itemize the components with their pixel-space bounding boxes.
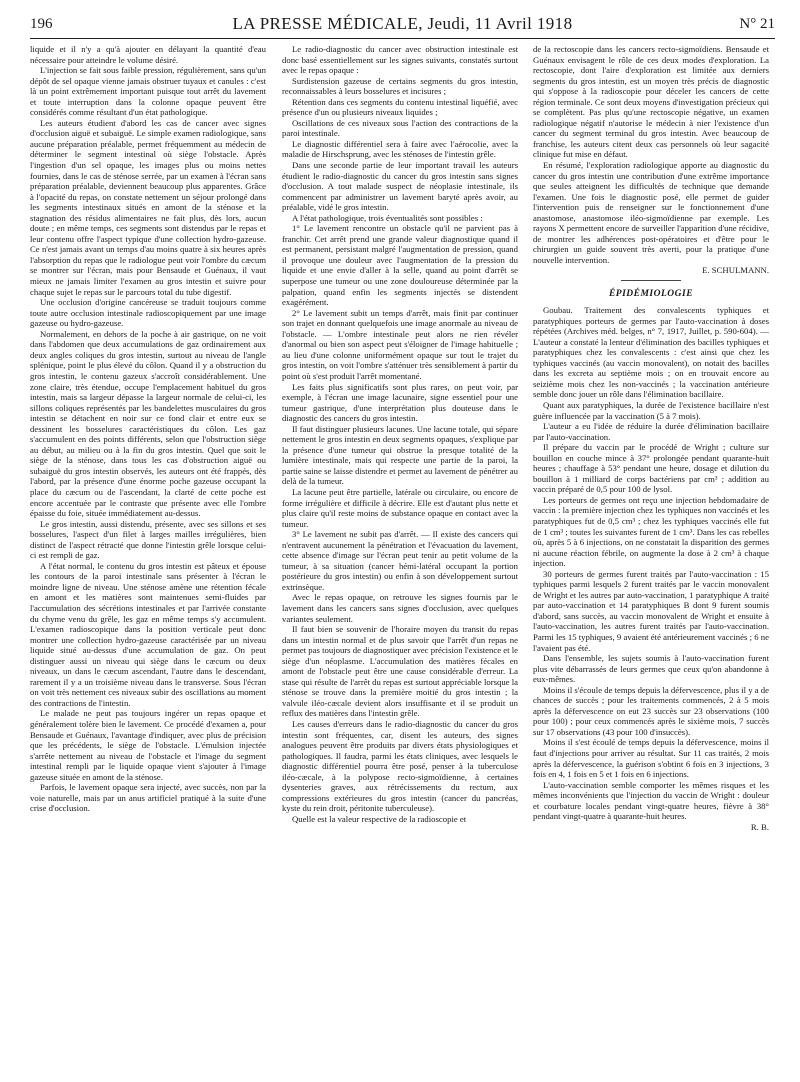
paragraph: Oscillations de ces niveaux sous l'action des contractions de la paroi intestinale. — [282, 117, 518, 139]
paragraph: A l'état normal, le contenu du gros intestin est pâteux et épouse les contours de la paroi intestinale sans présenter à l'écran le moindre ligne de niveau. Une sténose amène une rétention fécale en amont et les matières sont maintenues semi-fluides par l'accumulation des sécrétions intestinales et par l'arrivée constante du chyme venu du grêle, les gaz en même temps s'y accumulent. L'examen radioscopique dans la position verticale peut donc montrer une collection hydro-gazeuse caractérisée par un niveau liquide situé au-dessus d'une accumulation de gaz. On peut distinguer aussi un niveau qui siège dans le cæcum ou deux niveaux, un dans le cæcum ascendant, l'autre dans le descendant, rarement il y a un troisième niveau dans le transverse. Sous l'écran on voit très nettement ces niveaux subir des oscillations au moment des contractions de l'intestin. — [30, 560, 266, 708]
paragraph: Surdistension gazeuse de certains segments du gros intestin, reconnaissables à leurs bosselures et incisures ; — [282, 75, 518, 97]
paragraph: liquide et il n'y a qu'à ajouter en délayant la quantité d'eau nécessaire pour atteindre le volume désiré. — [30, 44, 266, 65]
paragraph: Les faits plus significatifs sont plus rares, on peut voir, par exemple, à l'écran une image lacunaire, signe essentiel pour une tumeur gastrique, d'une interprétation plus douteuse dans le diagnostic des cancers du gros intestin. — [282, 381, 518, 424]
paragraph: Quant aux paratyphiques, la durée de l'existence bacillaire n'est guère influencée par la vaccination (5 à 7 mois). — [533, 399, 769, 421]
paragraph: 30 porteurs de germes furent traités par l'auto-vaccination : 15 typhiques parmi lesquels 2 furent traités par le vaccin monovalent de Wright et les autres par auto-vaccination, 1 paratyphique A traité par auto-vaccination et 14 paratyphiques B dont 9 furent soumis d'abord, sans succès, au vaccin monovalent de Wright et ensuite à l'auto-vaccination, les autres furent traités par l'auto-vaccination. Parmi les 15 typhiques, 9 avaient été antérieurement vaccinés ; 6 ne l'avaient pas été. — [533, 568, 769, 653]
paragraph: Il faut bien se souvenir de l'horaire moyen du transit du repas dans un intestin normal et de plus savoir que l'arrêt d'un repas ne permet pas toujours de diagnostiquer avec précision l'existence et le siège d'un néoplasme. L'accumulation des matières fécales en amont de l'obstacle peut être une cause considérable d'erreur. La stase qui résulte de l'arrêt du repas est surtout appréciable lorsque la sténose se trouve dans la première moitié du gros intestin ; la valvule iléo-cæcale devient alors insuffisante et il se produit un reflux des matières dans l'intestin grêle. — [282, 624, 518, 719]
paragraph: 2° Le lavement subit un temps d'arrêt, mais finit par continuer son trajet en donnant quelquefois une image anormale au niveau de l'obstacle. — L'ombre intestinale peut alors ne rien révéler d'anormal ou bien son aspect peut s'éloigner de l'image habituelle ; au lieu d'une colonne uniformément opaque sur tout le trajet du gros intestin, on voit l'ombre s'atténuer très sensiblement à partir du point où s'est produit l'arrêt momentané. — [282, 307, 518, 381]
signature-schulmann: E. SCHULMANN. — [702, 265, 769, 276]
issue-number: N° 21 — [739, 16, 775, 32]
paragraph: Le diagnostic différentiel sera à faire avec l'aérocolie, avec la maladie de Hirschsprung, avec les sténoses de l'intestin grêle. — [282, 138, 518, 160]
paragraph: Les auteurs étudient d'abord les cas de cancer avec signes d'occlusion aiguë et subaiguë. Le simple examen radiologique, sans aucune préparation préalable, permet fréquemment au médecin de déterminer le segment intestinal où siège l'obstacle. Après l'ingestion d'un sel opaque, les images plus ou moins nettes fournies, dans le cas de sténose serrée, par un examen à l'écran sans préparation préalable, deviennent beaucoup plus apparentes. Grâce à l'opacité du repas, on constate nettement un séjour prolongé dans les segments intestinaux situés en amont de la sténose et la stagnation des résidus alimentaires ne fait plus, dès lors, aucun doute ; en même temps, ces segments sont distendus par le repas et leur contenu offre l'aspect typique d'une collection hydro-gazeuse. Ce n'est jamais avant un temps d'au moins quatre à six heures après l'absorption du repas que le radiologue peut voir l'ombre du cæcum se montrer sur l'écran, mais pour Bensaude et Guénaux, il vaut mieux ne jamais limiter l'examen au gros intestin et suivre pour chaque sujet le repas sur le parcours total du tube digestif. — [30, 117, 266, 297]
paragraph: En résumé, l'exploration radiologique apporte au diagnostic du cancer du gros intestin une contribution d'une extrême importance que seules atteignent les difficultés de technique que demande l'examen. Une fois le diagnostic posé, elle permet de guider l'intervention puis de renseigner sur le fonctionnement d'une anastomose, anastomose iléo-sigmoïdienne par exemple. Les rayons X permettent encore de surveiller l'apparition d'une récidive, de montrer les adhérences post-opératoires et d'être pour le chirurgien un guide souvent très averti, pour la pratique d'une nouvelle intervention. — [533, 160, 769, 265]
paragraph: A l'état pathologique, trois éventualités sont possibles : — [292, 212, 483, 223]
paragraph: Dans une seconde partie de leur important travail les auteurs étudient le radio-diagnostic du cancer du gros intestin sans signes d'occlusion. A tout malade suspect de néoplasie intestinale, ils commencent par administrer un lavement baryté après avoir, au préalable, vidé le gros intestin. — [282, 160, 518, 213]
column-3-part-b — [533, 305, 769, 822]
column-1 — [30, 44, 266, 1074]
paragraph: La lacune peut être partielle, latérale ou circulaire, ou encore de forme irrégulière et difficile à décrire. Elle est d'autant plus nette et plus claire qu'il reste moins de substance opaque en contact avec la tumeur. — [282, 486, 518, 529]
signature-rb: R. B. — [750, 821, 769, 832]
column-3 — [533, 44, 769, 1074]
page-header — [30, 14, 775, 39]
paragraph: Il faut distinguer plusieurs lacunes. Une lacune totale, qui sépare nettement le gros intestin en deux segments opaques, s'explique par la présence d'une tumeur qui obstrue la presque totalité de la lumière intestinale, mais qui respecte une partie de la paroi, la partie saine se laisse distendre et permet au lavement de pénétrer au delà de la tumeur. — [282, 423, 518, 487]
page-number: 196 — [30, 16, 53, 32]
paragraph: Quelle est la valeur respective de la radioscopie et — [292, 813, 467, 824]
section-divider — [621, 280, 681, 281]
paragraph: Normalement, en dehors de la poche à air gastrique, on ne voit dans l'abdomen que deux accumulations de gaz ordinairement aux deux angles coliques du gros intestin, surtout au niveau de l'angle splénique, point le plus élevé du côlon. Quand il y a obstruction du gros intestin, le contenu gazeux s'accroît considérablement. Une zone claire, très étendue, occupe l'emplacement habituel du gros intestin, mais sa largeur dépasse la largeur normale de celui-ci, les sillons coliques représentés par les bandelettes musculaires du gros intestin se détachent en noir sur ce fond clair et entre eux se dessinent les bosselures caractéristiques du côlon. Les gaz s'accumulent en des points différents, selon que l'obstruction siège au début, au milieu ou à la fin du gros intestin. Quel que soit le siège de la sténose, dans tous les cas d'obstruction aiguë ou subaiguë du gros intestin observés, les auteurs ont été frappés, dès l'abord, par la présence d'une énorme poche gazeuse occupant la place du cæcum ou de l'ascendant, la clarté de cette poche est encore accentuée par le contraste que présente avec elle l'ombre épaisse du foie, située immédiatement au-dessus. — [30, 328, 266, 519]
paragraph: Le gros intestin, aussi distendu, présente, avec ses sillons et ses bosselures, l'aspect d'un filet à larges mailles irrégulières, bien distinct de l'aspect rétracté que donne l'intestin grêle lorsque celui-ci est rempli de gaz. — [30, 518, 266, 561]
paragraph: Le radio-diagnostic du cancer avec obstruction intestinale est donc basé essentiellement sur les signes suivants, constatés surtout avec le repas opaque : — [282, 44, 518, 76]
paragraph: Les porteurs de germes ont reçu une injection hebdomadaire de vaccin : la première injection chez les typhiques non vaccinés et les paratyphiques fut de 0,5 cm³ ; chez les typhiques vaccinés elle fut de 1 cm³ ; toutes les suivantes furent de 1 cm³. Dans les cas rebelles où, après 5 à 6 injections, on ne constatait la disparition des germes ni aucune réaction fébrile, on augmente la dose à 2 cm³ à chaque injection. — [533, 494, 769, 569]
paragraph: Les causes d'erreurs dans le radio-diagnostic du cancer du gros intestin sont fréquentes, car, disent les auteurs, des signes analogues peuvent être produits par divers états physiologiques et pathologiques. Il faudra, parmi les états cliniques, avec lesquels le diagnostic différentiel pourra être posé, penser à la tuberculose iléo-cæcale, à la polypose recto-sigmoïdienne, à certaines dysenteries graves, aux rétrécissements du rectum, aux compressions extérieures du gros intestin (cancer du pancréas, kyste du rein droit, péritonite tuberculeuse). — [282, 719, 518, 814]
paragraph: Moins il s'écoule de temps depuis la défervescence, plus il y a de chances de succès ; pour les traitements commencés, 2 à 5 mois après la défervescence on eut 23 succès sur 23 observations (100 pour 100) ; pour ceux commencés après le sixième mois, 7 succès sur 17 observations (43 pour 100 d'insuccès). — [533, 684, 769, 737]
section-title: ÉPIDÉMIOLOGIE — [608, 289, 694, 300]
paragraph: L'auteur a eu l'idée de réduire la durée d'élimination bacillaire par l'auto-vaccination. — [533, 421, 769, 442]
column-2 — [282, 44, 518, 1074]
paragraph: Le malade ne peut pas toujours ingérer un repas opaque et généralement tolère bien le lavement. Ce procédé d'examen a, pour Bensaude et Guénaux, l'avantage d'indiquer, avec plus de précision que les précédents, le siège de l'obstacle. L'émulsion injectée s'arrête nettement au niveau de l'obstacle et l'image du segment intestinal rempli par le liquide opaque vient s'ajouter à l'image gazeuse située en amont de la sténose. — [30, 708, 266, 782]
paragraph: L'injection se fait sous faible pression, régulièrement, sans qu'un dépôt de sel opaque vienne jamais obstruer tuyaux et canules : c'est là un point extrêmement important puisque tout arrêt du lavement et toute interruption dans la colonne opaque peuvent être considérés comme résultant d'un état pathologique. — [30, 65, 266, 118]
paragraph: Parfois, le lavement opaque sera injecté, avec succès, non par la voie naturelle, mais par un anus artificiel pratiqué à la suite d'une crise d'occlusion. — [30, 782, 266, 814]
paragraph: Une occlusion d'origine cancéreuse se traduit toujours comme toute autre occlusion intestinale radioscopiquement par une image gazeuse ou hydro-gazeuse. — [30, 297, 266, 329]
paragraph: Avec le repas opaque, on retrouve les signes fournis par le lavement dans les cancers sans signes d'occlusion, avec quelques variantes seulement. — [282, 592, 518, 624]
paragraph: Goubau. Traitement des convalescents typhiques et paratyphiques porteurs de germes par l'auto-vaccination à doses répétées (Archives méd. belges, n° 7, 1917, Juillet, p. 590-604). — L'auteur a constaté la lenteur d'élimination des bacilles typhiques et paratyphiques chez les convalescents : c'est ainsi que chez les typhiques vaccinés (au vaccin monovalent), on notait des bacilles dans les excreta au septième mois ; on en trouvait encore au seizième mois chez les non-vaccinés ; la vaccination antérieure semble donc jouer un rôle dans l'élimination bacillaire. — [533, 305, 769, 400]
paragraph: Moins il s'est écoulé de temps depuis la défervescence, moins il faut d'injections pour arriver au résultat. Sur 11 cas traités, 2 mois après la défervescence, la guérison s'obtint 6 fois en 3 injections, 3 fois en 4, 1 fois en 5 et 1 fois en 6 injections. — [533, 737, 769, 780]
paragraph: Rétention dans ces segments du contenu intestinal liquéfié, avec présence d'un ou plusieurs niveaux liquides ; — [282, 96, 518, 118]
column-3-part-a — [533, 44, 769, 265]
paragraph: de la rectoscopie dans les cancers recto-sigmoïdiens. Bensaude et Guénaux envisagent le rôle de ces deux modes d'exploration. La rectoscopie, dont l'aire d'exploration est limitée aux derniers segments du gros intestin, est un moyen très précis de diagnostic qui s'oppose à la radioscopie pour déceler les cancers de cette région terminale. Ce sont deux moyens d'investigation précieux qui se complètent. Pas plus qu'une rectoscopie négative, un examen radiologique négatif n'autorise le médecin à nier l'existence d'un cancer du segment terminal du gros intestin. Avec beaucoup de franchise, les auteurs citent deux cas personnels où leur sagacité clinique fut mise en défaut. — [533, 44, 769, 160]
paragraph: 1° Le lavement rencontre un obstacle qu'il ne parvient pas à franchir. Cet arrêt prend une grande valeur diagnostique quand il est permanent, persistant malgré l'augmentation de pression, quand il provoque une douleur avec l'augmentation de la pression du liquide et une envie d'aller à la selle, quand au point d'arrêt se superpose une tumeur ou une zone douloureuse déterminée par la palpation, quand enfin les segments injectés se distendent exagérément. — [282, 223, 518, 308]
paragraph: Dans l'ensemble, les sujets soumis à l'auto-vaccination furent plus vite débarrassés de leurs germes que ceux qu'on abandonne à eux-mêmes. — [533, 653, 769, 685]
journal-title: LA PRESSE MÉDICALE, Jeudi, 11 Avril 1918 — [232, 14, 573, 33]
paragraph: L'auto-vaccination semble comporter les mêmes risques et les mêmes inconvénients que l'injection du vaccin de Wright : douleur et courbature locales pendant vingt-quatre heures, fièvre à 38° pendant vingt-quatre à quarante-huit heures. — [533, 779, 769, 822]
paragraph: 3° Le lavement ne subit pas d'arrêt. — Il existe des cancers qui n'entravent aucunement la pénétration et l'évacuation du lavement, cette absence d'image sur l'écran peut tenir au petit volume de la tumeur, à sa situation (cancer hémi-latéral occupant la portion postérieure du gros intestin) ou enfin à son développement surtout extrinsèque. — [282, 529, 518, 592]
paragraph: Il prépare du vaccin par le procédé de Wright ; culture sur bouillon en couche mince à 37° prolongée pendant quarante-huit heures ; chauffage à 53° pendant une heure, dosage et dilution du bouillon à 1 milliard de corps bactériens par cm³ ; addition au vaccin préparé de 0,5 pour 100 de lysol. — [533, 442, 769, 495]
